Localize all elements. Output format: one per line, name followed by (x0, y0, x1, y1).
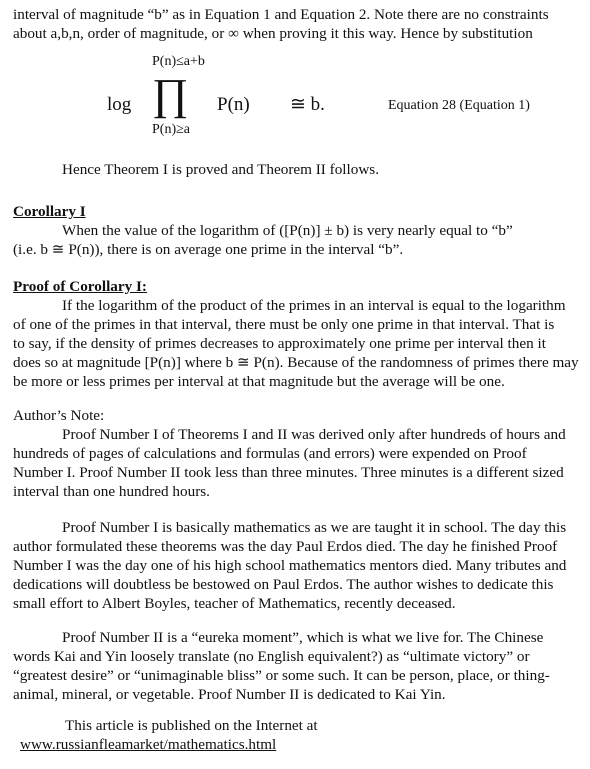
corollary-line-2: (i.e. b ≅ P(n)), there is on average one prime in the interval “b”. (13, 241, 404, 258)
authors-note-paragraph-3 (13, 628, 585, 704)
note-para1-line: Number I. Proof Number II took less than three minutes. Three minutes is a different sized (13, 464, 564, 481)
log-operator: log (107, 94, 132, 115)
note-para2-line: author formulated these theorems was the day Paul Erdos died. The day he finished Proof (13, 538, 558, 555)
note-para3-line: “greatest desire” or “unimaginable bliss” or some such. It can be person, place, or thing- (13, 667, 550, 684)
publication-note (65, 716, 590, 735)
note-para2-line: small effort to Albert Boyles, teacher of Mathematics, recently deceased. (13, 595, 456, 612)
proof-line: does so at magnitude [P(n)] where b ≅ P(n). Because of the randomness of primes there may (13, 354, 579, 371)
authors-note-paragraph-2 (13, 518, 585, 613)
note-para1-line: Proof Number I of Theorems I and II was derived only after hundreds of hours and (62, 426, 566, 443)
proof-line: to say, if the density of primes decreases to approximately one prime per interval then it (13, 335, 546, 352)
authors-note-section (13, 406, 585, 501)
note-para3-line: animal, mineral, or vegetable. Proof Number II is dedicated to Kai Yin. (13, 686, 446, 703)
note-para3-line: Proof Number II is a “eureka moment”, which is what we live for. The Chinese (62, 629, 544, 646)
corollary-section (13, 202, 585, 259)
equation-relation: ≅ b. (290, 94, 325, 115)
theorem-line: Hence Theorem I is proved and Theorem II follows. (62, 161, 380, 178)
intro-line-2: about a,b,n, order of magnitude, or ∞ when proving it this way. Hence by substitution (13, 25, 533, 42)
proof-line: of one of the primes in that interval, there must be only one prime in that interval. That is (13, 316, 555, 333)
equation-label: Equation 28 (Equation 1) (388, 98, 530, 113)
proof-section (13, 277, 585, 391)
proof-line: If the logarithm of the product of the primes in an interval is equal to the logarithm (62, 297, 566, 314)
theorem-statement (62, 160, 590, 179)
note-para3-line: words Kai and Yin loosely translate (no English equivalent?) as “ultimate victory” or (13, 648, 530, 665)
corollary-line-1: When the value of the logarithm of ([P(n)] ± b) is very nearly equal to “b” (62, 222, 513, 239)
product-lower-limit: P(n)≥a (152, 122, 191, 137)
equation-28 (0, 0, 590, 150)
published-text: This article is published on the Internet at (65, 717, 318, 734)
corollary-heading: Corollary I (13, 203, 86, 220)
note-para2-line: Number I was the day one of his high school mathematics mentors died. Many tributes and (13, 557, 567, 574)
note-para1-line: interval than one hundred hours. (13, 483, 210, 500)
note-para1-line: hundreds of pages of calculations and formulas (and errors) were expended on Proof (13, 445, 527, 462)
website-link[interactable]: www.russianfleamarket/mathematics.html (20, 736, 277, 753)
proof-line: be more or less primes per interval at that magnitude but the average will be one. (13, 373, 505, 390)
url-line (20, 735, 590, 754)
note-para2-line: dedications will doubtless be bestowed on Paul Erdos. The author wishes to dedicate this (13, 576, 554, 593)
authors-note-heading: Author’s Note: (13, 407, 105, 424)
product-symbol: ∏ (152, 70, 189, 119)
note-para2-line: Proof Number I is basically mathematics as we are taught it in school. The day this (62, 519, 567, 536)
product-term: P(n) (217, 94, 250, 115)
intro-line-1: interval of magnitude “b” as in Equation 1 and Equation 2. Note there are no constraints (13, 6, 549, 23)
proof-heading: Proof of Corollary I: (13, 278, 147, 295)
product-upper-limit: P(n)≤a+b (152, 54, 205, 69)
